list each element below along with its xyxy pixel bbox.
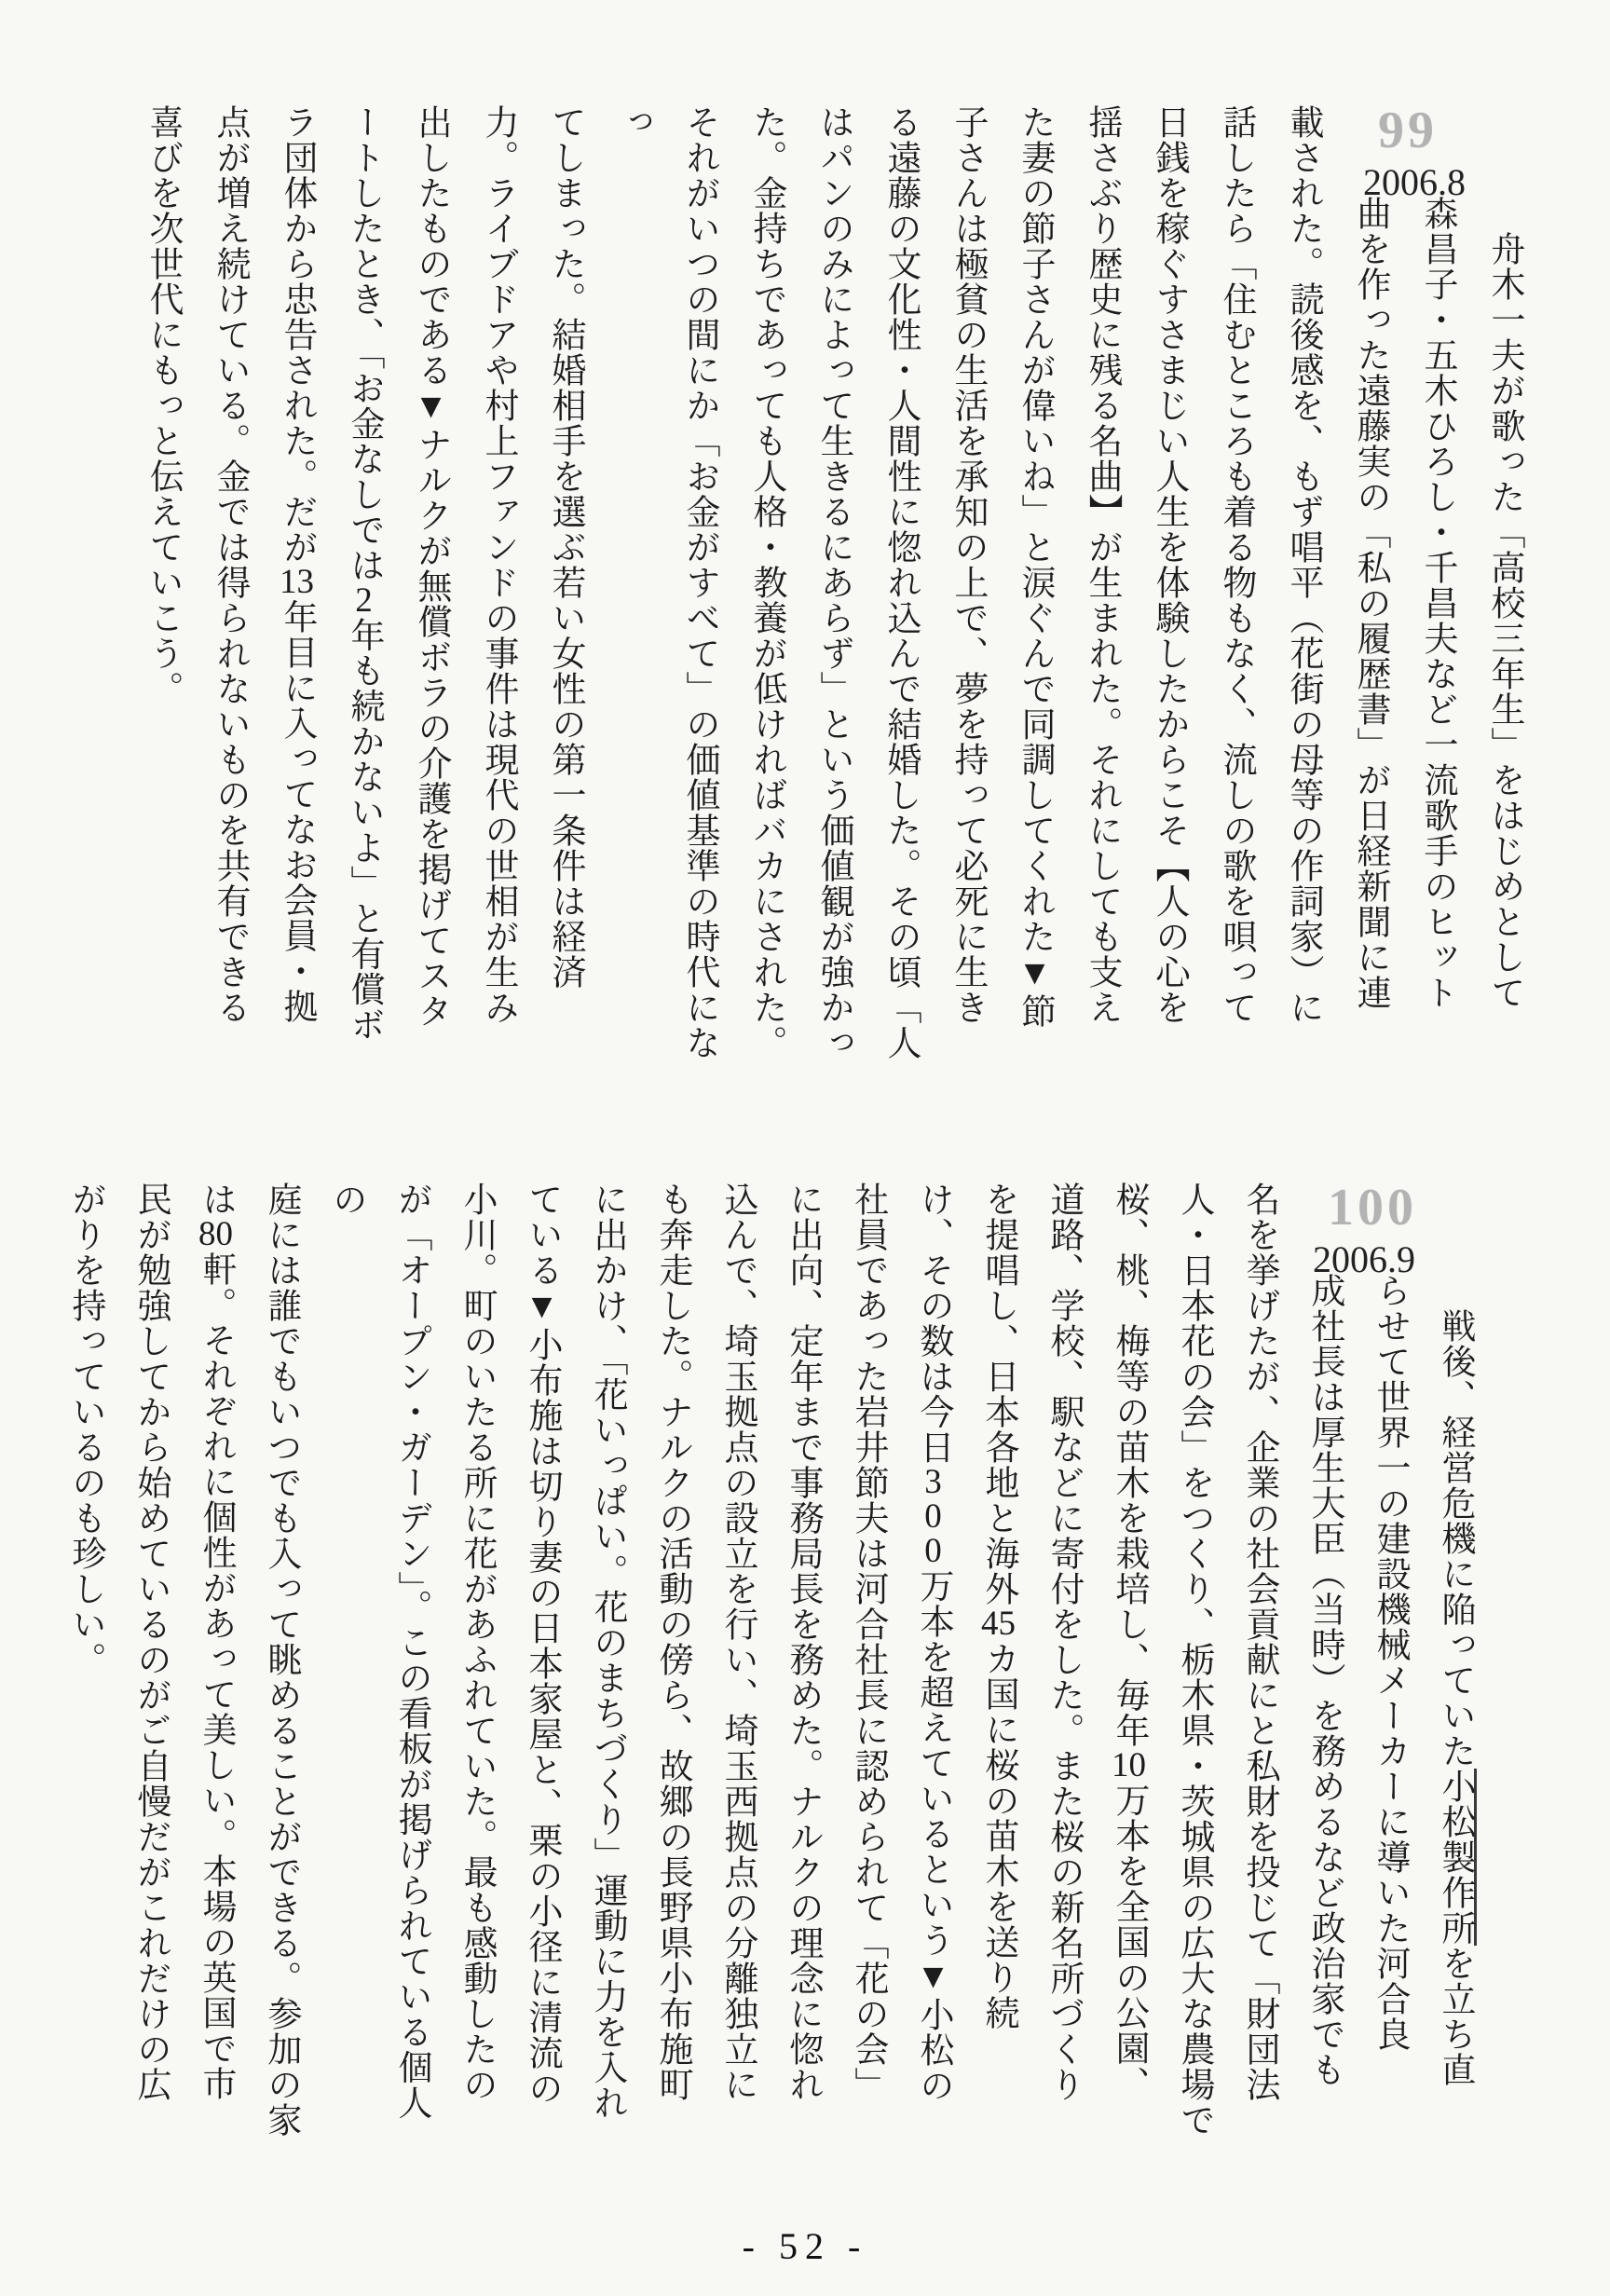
text-column: た。金持ちであっても人格・教養が低ければバカにされた。 [747, 104, 785, 1060]
text-column: 子さんは極貧の生活を承知の上で、夢を持って必死に生き [948, 104, 987, 1025]
text-column: る遠藤の文化性・人間性に惚れ込んで結婚した。その頃「人 [881, 104, 920, 1060]
page-number: - 52 - [742, 2225, 868, 2267]
section-100-columns [66, 1179, 1487, 2155]
section-99 [143, 102, 1537, 1078]
text-column: 成社長は厚生大臣（当時）を務めるなど政治家でも [1305, 1273, 1344, 2087]
text-column: が「オープン・ガーデン」。この看板が掲げられている個人の [327, 1182, 430, 2121]
text-column: 点が増え続けている。金では得られないものを共有できる [211, 104, 249, 1025]
section-number: 99 [1378, 102, 1438, 159]
text-column: らせて世界一の建設機械メーカーに導いた河合良 [1371, 1273, 1409, 2052]
text-column: に出向、定年まで事務局長を務めた。ナルクの理念に惚れ [784, 1182, 822, 2102]
section-99-columns [143, 104, 1537, 1078]
text-column: ラ団体から忠告された。だが13年目に入ってなお会員・拠 [278, 104, 316, 1024]
text-column: に出かけ、「花いっぱい。花のまちづくり」運動に力を入れ [588, 1182, 626, 2121]
text-column: を提唱し、日本各地と海外45カ国に桜の苗木を送り続 [979, 1182, 1017, 2030]
text-column: 小川。町のいたる所に花があふれていた。最も感動したの [457, 1182, 496, 2102]
text-column: 桜、桃、梅等の苗木を栽培し、毎年10万本を全国の公園、 [1110, 1182, 1148, 2101]
text-column: 出したものである▼ナルクが無償ボラの介護を掲げてスタ [412, 104, 450, 1029]
text-column: 民が勉強してから始めているのがご自慢だがこれだけの広 [131, 1182, 170, 2102]
text-column: がりを持っているのも珍しい。 [66, 1182, 104, 1677]
section-number: 100 [1328, 1179, 1417, 1237]
text-column: 日銭を稼ぐすさまじい人生を体験したからこそ【人の心を [1150, 104, 1188, 1025]
text-column: は80軒。それぞれに個性があって美しい。本場の英国で市 [197, 1182, 235, 2101]
text-column: 道路、学校、駅などに寄付をした。また桜の新名所づくり [1044, 1182, 1083, 2102]
section-100 [66, 1179, 1487, 2155]
section-date: 2006.9 [1313, 1238, 1415, 1280]
section-99-header [1326, 102, 1526, 203]
text-column: てしまった。結婚相手を選ぶ若い女性の第一条件は経済 [546, 104, 584, 990]
text-column: 戦後、経営危機に陥っていた小松製作所を立ち直 [1422, 1182, 1487, 2247]
text-column: 込んで、埼玉拠点の設立を行い、埼玉西拠点の分離独立に [718, 1182, 757, 2102]
text-column: 舟木一夫が歌った「高校三年生」をはじめとして [1485, 196, 1523, 1010]
text-column: け、その数は今日300万本を超えているという▼小松の [914, 1182, 952, 2103]
text-column: 庭には誰でもいつでも入って眺めることができる。参加の家 [262, 1182, 300, 2138]
section-date: 2006.8 [1363, 161, 1466, 203]
text-column: それがいつの間にか「お金がすべて」の価値基準の時代になっ [613, 104, 718, 1060]
section-100-header [1276, 1179, 1476, 1280]
text-column: 森昌子・五木ひろし・千昌夫など一流歌手のヒット [1418, 196, 1456, 1010]
text-column: 社員であった岩井節夫は河合社長に認められて「花の会」 [849, 1182, 887, 2102]
text-column: 曲を作った遠藤実の「私の履歴書」が日経新聞に連 [1351, 196, 1389, 1010]
text-column: ている▼小布施は切り妻の日本家屋と、栗の小径に清流の [523, 1182, 561, 2106]
text-column: はパンのみによって生きるにあらず」という価値観が強かっ [814, 104, 853, 1060]
text-column: 力。ライブドアや村上ファンドの事件は現代の世相が生み [479, 104, 517, 1025]
text-column: 話したら「住むところも着る物もなく、流しの歌を唄って [1217, 104, 1255, 1025]
text-column: た妻の節子さんが偉いね」と涙ぐんで同調してくれた▼節 [1016, 104, 1054, 1029]
text-column: 喜びを次世代にもっと伝えていこう。 [143, 104, 182, 706]
text-column: 人・日本花の会」をつくり、栃木県・茨城県の広大な農場で [1175, 1182, 1213, 2138]
text-column: 載された。読後感を、もず唱平（花街の母等の作詞家）に [1284, 104, 1322, 1025]
text-column: 名を挙げたが、企業の社会貢献にと私財を投じて「財団法 [1240, 1182, 1278, 2102]
text-column: 揺さぶり歴史に残る名曲】が生まれた。それにしても支え [1083, 104, 1121, 1025]
text-column: ートしたとき、「お金なしでは2年も続かないよ」と有償ボ [345, 104, 383, 1043]
text-column: も奔走した。ナルクの活動の傍ら、故郷の長野県小布施町 [653, 1182, 691, 2102]
